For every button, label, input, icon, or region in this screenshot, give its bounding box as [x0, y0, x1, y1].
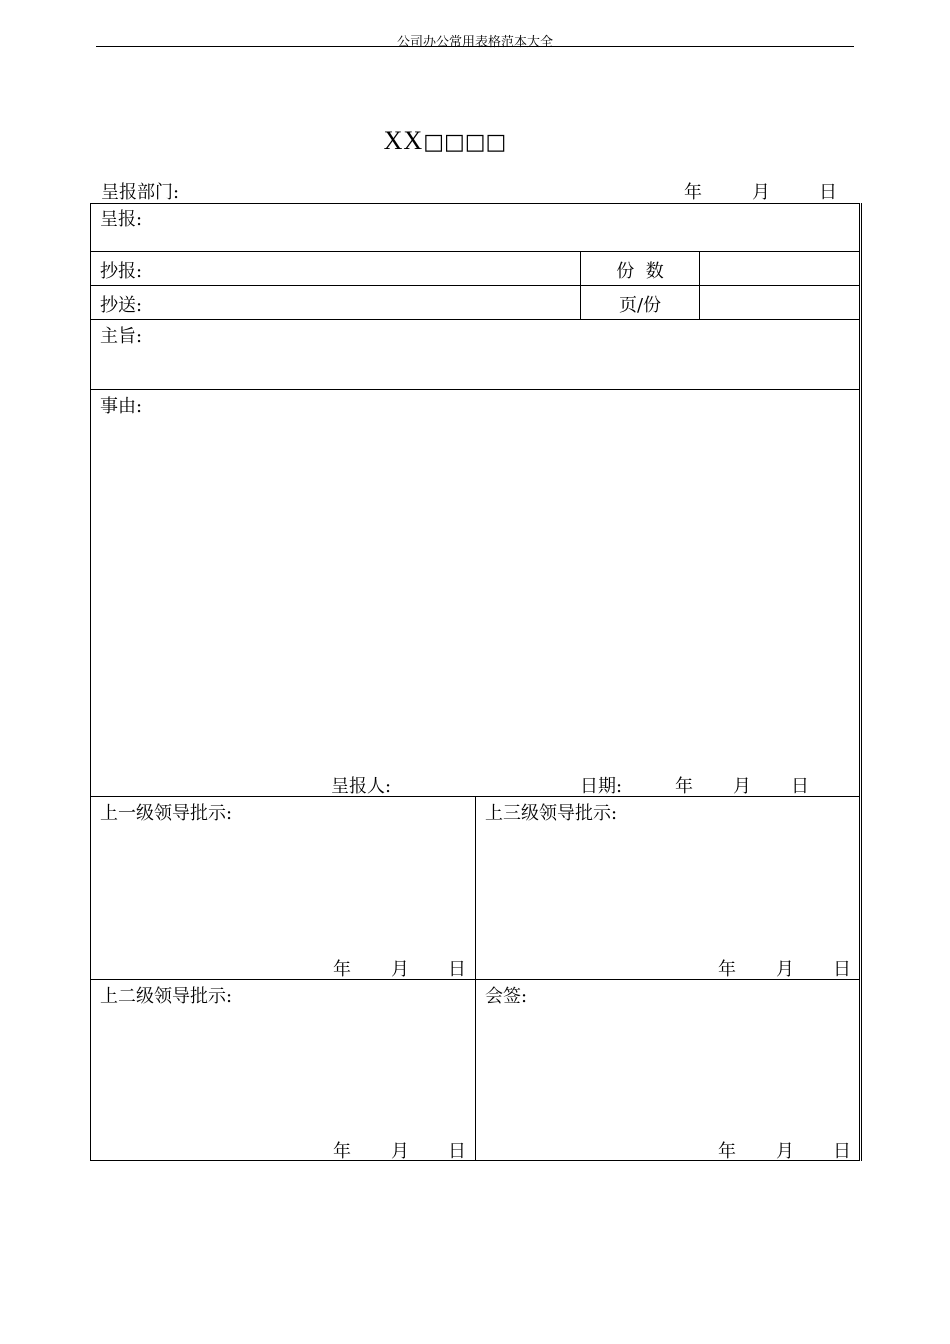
reason-year-label: 年: [675, 776, 693, 797]
level3-month-label: 月: [776, 959, 794, 980]
subject-field[interactable]: [160, 322, 850, 384]
copies-field[interactable]: [702, 254, 856, 282]
level3-approval-field[interactable]: [481, 826, 853, 950]
level1-year-label: 年: [333, 959, 351, 980]
cc-send-field[interactable]: [160, 288, 575, 316]
reason-day-label: 日: [791, 776, 809, 797]
row-divider: [90, 285, 860, 286]
countersign-label: 会签:: [485, 986, 528, 1007]
table-right-border-double: [861, 203, 862, 1161]
level1-month-label: 月: [391, 959, 409, 980]
approval-col-divider: [475, 796, 476, 1160]
row-divider: [90, 319, 860, 320]
table-top-border: [90, 203, 860, 204]
subject-label: 主旨:: [100, 326, 143, 347]
level3-year-label: 年: [718, 959, 736, 980]
level1-day-label: 日: [448, 959, 466, 980]
document-title: [0, 126, 890, 156]
cc-report-field[interactable]: [160, 254, 575, 282]
reporter-label: 呈报人:: [331, 776, 392, 797]
countersign-month-label: 月: [776, 1141, 794, 1162]
reason-month-label: 月: [733, 776, 751, 797]
countersign-day-label: 日: [833, 1141, 851, 1162]
pages-label: 页/份: [618, 295, 662, 316]
level3-day-label: 日: [833, 959, 851, 980]
table-left-border: [90, 203, 91, 1161]
cc-send-label: 抄送:: [100, 295, 143, 316]
reason-label: 事由:: [100, 396, 143, 417]
level1-approval-field[interactable]: [96, 826, 468, 950]
level2-approval-field[interactable]: [96, 1009, 468, 1133]
top-month-label: 月: [752, 182, 770, 203]
header-rule: [96, 46, 854, 47]
level2-month-label: 月: [391, 1141, 409, 1162]
report-to-label: 呈报:: [100, 209, 143, 230]
dept-label: 呈报部门:: [101, 182, 180, 203]
level2-approval-label: 上二级领导批示:: [100, 986, 233, 1007]
copies-label: 份 数: [616, 261, 664, 282]
title-suffix: □□□□: [423, 130, 507, 155]
pages-field[interactable]: [702, 288, 856, 316]
report-to-field[interactable]: [160, 206, 850, 248]
page-header: 公司办公常用表格范本大全: [396, 35, 553, 50]
table-bottom-border: [90, 1160, 860, 1161]
top-year-label: 年: [684, 182, 702, 203]
level1-approval-label: 上一级领导批示:: [100, 803, 233, 824]
row-divider: [90, 251, 860, 252]
reason-field[interactable]: [160, 394, 850, 754]
title-prefix: XX: [383, 126, 424, 155]
date-label: 日期:: [580, 776, 623, 797]
countersign-field[interactable]: [481, 1009, 853, 1133]
level2-day-label: 日: [448, 1141, 466, 1162]
countersign-year-label: 年: [718, 1141, 736, 1162]
level3-approval-label: 上三级领导批示:: [485, 803, 618, 824]
table-right-border: [859, 203, 860, 1161]
level2-year-label: 年: [333, 1141, 351, 1162]
cc-report-label: 抄报:: [100, 261, 143, 282]
row-divider: [90, 389, 860, 390]
top-day-label: 日: [819, 182, 837, 203]
